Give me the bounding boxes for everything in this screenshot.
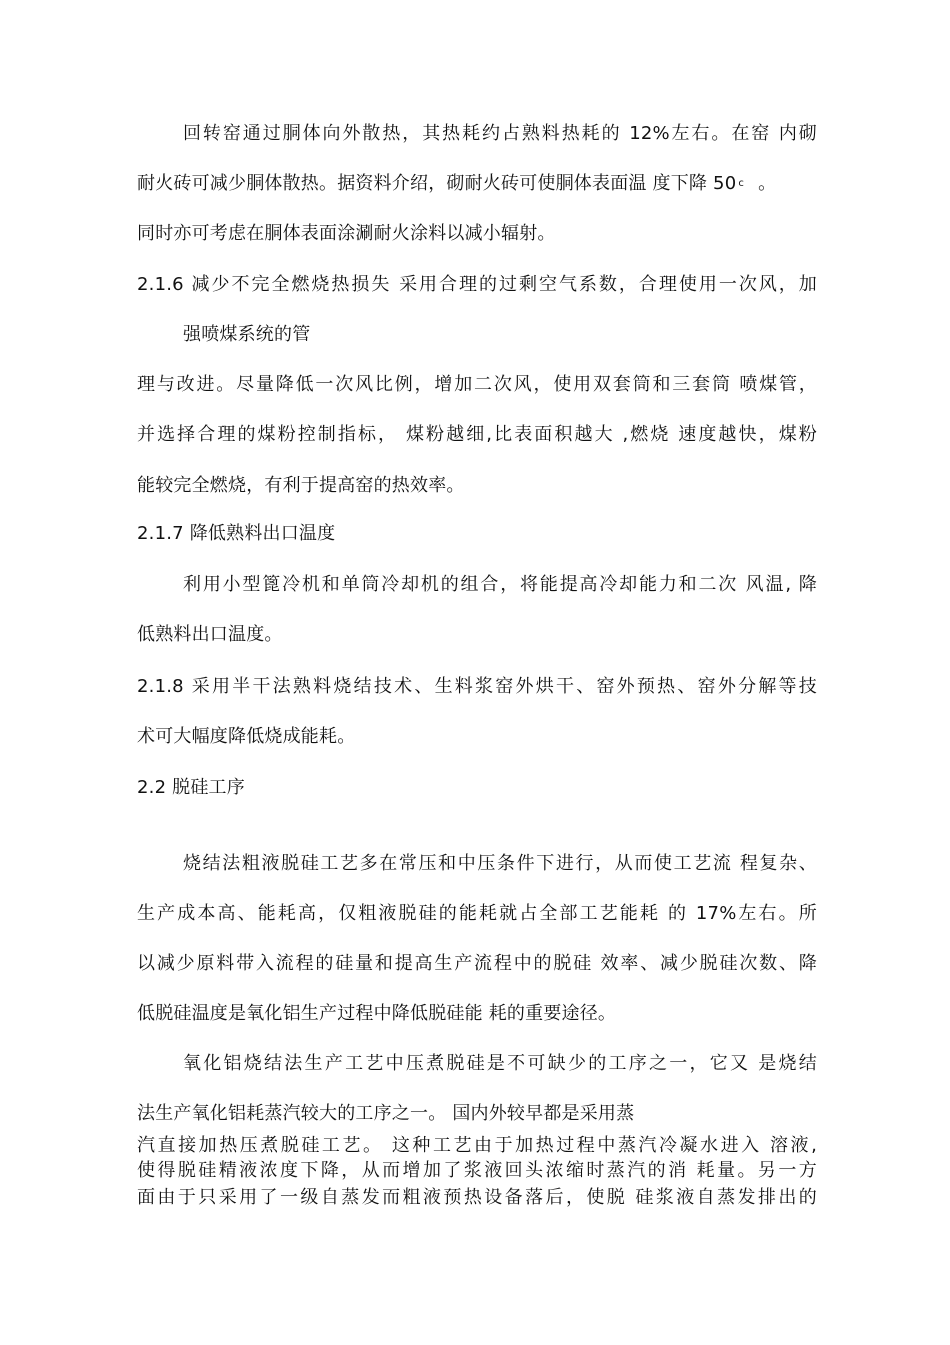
text-line: 理与改进。尽量降低一次风比例，增加二次风，使用双套筒和三套筒 喷煤管， xyxy=(137,374,817,395)
text-line: 强喷煤系统的管 xyxy=(183,324,311,345)
text-line: 回转窑通过胴体向外散热，其热耗约占熟料热耗的 12%左右。在窑 内砌 xyxy=(183,123,817,144)
text-line xyxy=(137,172,817,199)
text-line: 烧结法粗液脱硅工艺多在常压和中压条件下进行，从而使工艺流 程复杂、 xyxy=(183,853,817,874)
text-line: 生产成本高、能耗高，仅粗液脱硅的能耗就占全部工艺能耗 的 17%左右。所 xyxy=(137,903,817,924)
section-heading: 2.1.8 采用半干法熟料烧结技术、生料浆窑外烘干、窑外预热、窑外分解等技 xyxy=(137,676,817,697)
text-line: 以减少原料带入流程的硅量和提高生产流程中的脱硅 效率、减少脱硅次数、降 xyxy=(137,953,817,974)
text-line: 同时亦可考虑在胴体表面涂涮耐火涂料以减小辐射。 xyxy=(137,223,556,244)
text-line: 使得脱硅精液浓度下降，从而增加了浆液回头浓缩时蒸汽的消 耗量。另一方 xyxy=(137,1160,817,1181)
text-line: 低熟料出口温度。 xyxy=(137,624,283,645)
text-line: 汽直接加热压煮脱硅工艺。 这种工艺由于加热过程中蒸汽冷凝水进入 溶液, xyxy=(137,1135,817,1156)
text-line: 面由于只采用了一级自蒸发而粗液预热设备落后，使脱 硅浆液自蒸发排出的 xyxy=(137,1187,817,1208)
text-line: 利用小型篦冷机和单筒冷却机的组合，将能提高冷却能力和二次 风温, 降 xyxy=(183,574,817,595)
section-heading: 2.2 脱硅工序 xyxy=(137,777,245,798)
text-line: 法生产氧化铝耗蒸汽较大的工序之一。 国内外较早都是采用蒸 xyxy=(137,1103,635,1124)
degree-unit: c xyxy=(738,178,745,189)
text-line: 能较完全燃烧，有利于提高窑的热效率。 xyxy=(137,475,465,496)
text-line: 并选择合理的煤粉控制指标， 煤粉越细,比表面积越大 ,燃烧 速度越快，煤粉 xyxy=(137,424,817,445)
text-span: 耐火砖可减少胴体散热。据资料介绍，砌耐火砖可使胴体表面温 度下降 50 xyxy=(137,173,737,194)
text-line: 氧化铝烧结法生产工艺中压煮脱硅是不可缺少的工序之一，它又 是烧结 xyxy=(183,1053,817,1074)
section-heading: 2.1.6 减少不完全燃烧热损失 采用合理的过剩空气系数，合理使用一次风，加 xyxy=(137,274,817,295)
text-line: 低脱硅温度是氧化铝生产过程中降低脱硅能 耗的重要途径。 xyxy=(137,1003,617,1024)
text-line: 术可大幅度降低烧成能耗。 xyxy=(137,726,356,747)
section-heading: 2.1.7 降低熟料出口温度 xyxy=(137,523,336,544)
text-span: 。 xyxy=(758,173,777,194)
